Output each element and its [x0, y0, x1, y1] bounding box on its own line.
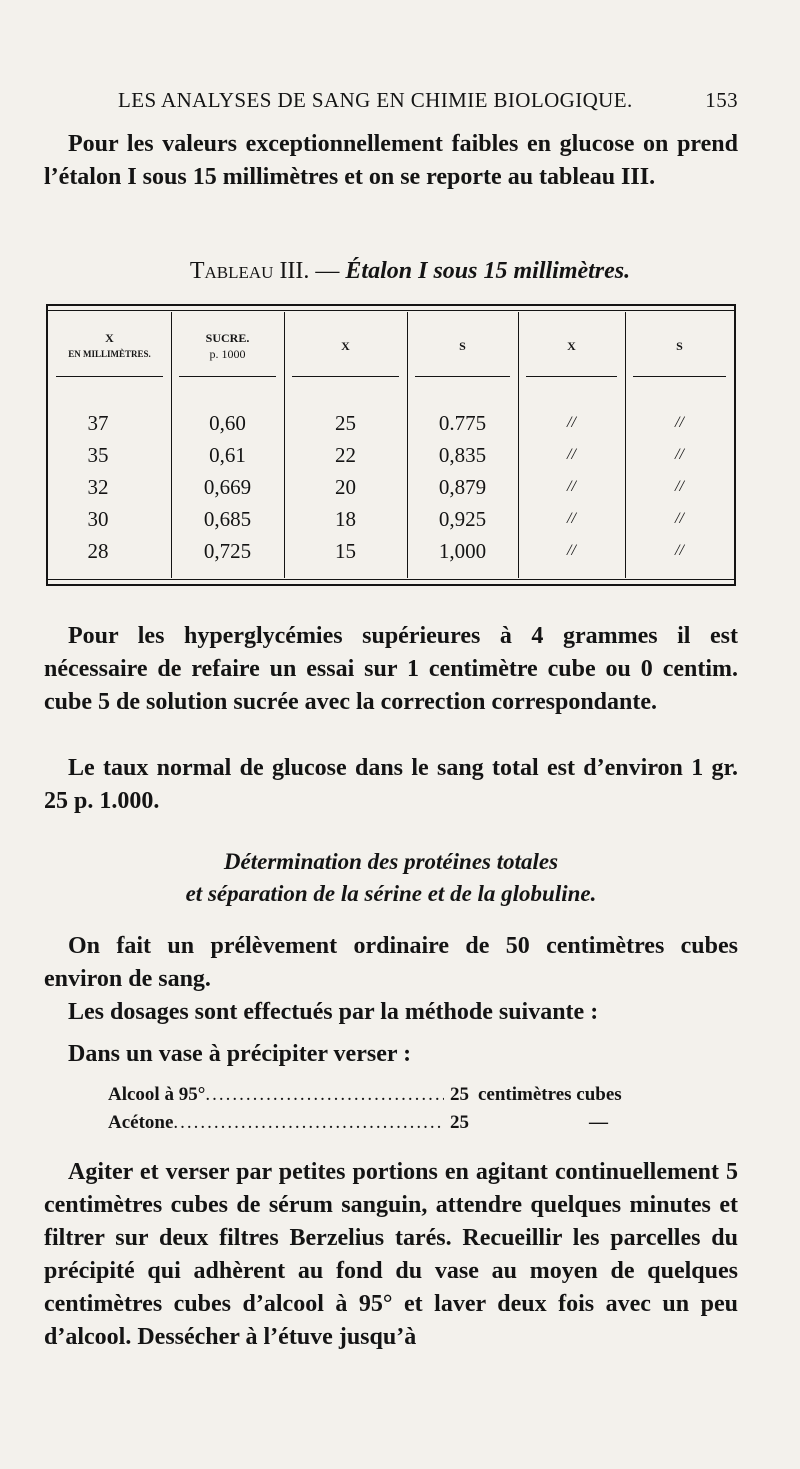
header-x: X — [341, 339, 350, 353]
hyperglycemia-paragraph: Pour les hyperglycémies supérieures à 4 grammes il est nécessaire de refaire un essai sur 1 centimètre cube ou 0 centim. cube 5 de solution sucrée avec la correction correspondante. — [44, 623, 738, 715]
leader-dots — [173, 1110, 444, 1136]
header-rule — [633, 376, 726, 377]
intro-paragraph: Pour les valeurs exceptionnellement faibles en glucose on prend l’étalon I sous 15 millimètres et on se reporte au tableau III. — [44, 131, 738, 190]
table-cell: 37 — [87, 411, 109, 435]
table-cell: 15 — [335, 539, 356, 563]
section-title: Détermination des protéines totales et séparation de la sérine et de la globuline. — [185, 849, 597, 906]
table-caption-label: Tableau III. — — [189, 258, 340, 284]
table-cell: 0,879 — [438, 475, 487, 499]
reagent-row — [108, 1110, 668, 1136]
table-cell: 0,925 — [438, 507, 487, 531]
header-s: S — [676, 339, 683, 353]
table-cell: 35 — [87, 443, 109, 467]
table-cell: // — [675, 478, 684, 495]
leader-dots — [205, 1082, 444, 1108]
table-caption-title: Étalon I sous 15 millimètres. — [345, 258, 631, 284]
table-cell: 20 — [335, 475, 356, 499]
table-cell: 0,61 — [209, 443, 246, 467]
normal-rate-paragraph: Le taux normal de glucose dans le sang total est d’environ 1 gr. 25 p. 1.000. — [44, 755, 738, 814]
header-s: S — [459, 339, 466, 353]
reagent-row — [108, 1082, 668, 1108]
table-cell: 0,669 — [203, 475, 252, 499]
table-top-rule — [48, 310, 734, 311]
running-head — [118, 88, 738, 113]
table-cell: 1,000 — [438, 539, 487, 563]
header-sucre: SUCRE. p. 1000 — [205, 331, 250, 361]
running-head-title: LES ANALYSES DE SANG EN CHIMIE BIOLOGIQUE. — [118, 88, 633, 112]
header-rule — [415, 376, 510, 377]
table-cell: 18 — [335, 507, 356, 531]
header-x: X — [567, 339, 576, 353]
table-cell: 0.775 — [438, 411, 487, 435]
table-cell: // — [675, 414, 684, 431]
reagent-unit: — — [589, 1112, 608, 1133]
reagent-name: Alcool à 95° — [108, 1084, 206, 1105]
table-cell: 32 — [87, 475, 109, 499]
data-table — [46, 304, 736, 586]
table-cell: // — [567, 542, 576, 559]
table-bottom-rule — [48, 579, 734, 580]
table-cell: // — [567, 510, 576, 527]
table-cell: // — [567, 446, 576, 463]
reagent-qty: 25 — [450, 1112, 469, 1133]
table-cell: // — [675, 446, 684, 463]
dosages-paragraph: Les dosages sont effectués par la méthode suivante : — [68, 999, 599, 1025]
table-cell: 0,835 — [438, 443, 487, 467]
table-cell: // — [675, 510, 684, 527]
table-cell: // — [567, 478, 576, 495]
table-cell: 0,60 — [209, 411, 246, 435]
vase-paragraph: Dans un vase à précipiter verser : — [68, 1041, 412, 1067]
header-rule — [179, 376, 276, 377]
header-x-mm: X EN MILLIMÈTRES. — [68, 331, 151, 359]
table-caption — [140, 258, 680, 285]
table-cell: 25 — [335, 411, 356, 435]
reagent-qty: 25 — [450, 1084, 469, 1105]
header-rule — [526, 376, 617, 377]
table-cell: 0,685 — [203, 507, 252, 531]
reagent-unit: centimètres cubes — [478, 1084, 622, 1105]
header-rule — [56, 376, 163, 377]
table-cell: 22 — [335, 443, 356, 467]
table-cell: 30 — [87, 507, 109, 531]
page-number: 153 — [705, 88, 738, 112]
table-cell: 0,725 — [203, 539, 252, 563]
header-rule — [292, 376, 399, 377]
reagent-name: Acétone — [108, 1112, 174, 1133]
table-cell: // — [675, 542, 684, 559]
table-cell: 28 — [87, 539, 109, 563]
table-cell: // — [567, 414, 576, 431]
procedure-paragraph: Agiter et verser par petites portions en agitant continuellement 5 centimètres cubes de sérum sanguin, attendre quelques minutes et filtrer sur deux filtres Berzelius tarés. Recueillir les parcelles du précipité qui adhèrent au fond du vase au moyen de quelques centimètres cubes d’alcool à 95° et laver deux fois avec un peu d’alcool. Dessécher à l’étuve jusqu’à — [44, 1159, 738, 1350]
prelevement-paragraph: On fait un prélèvement ordinaire de 50 centimètres cubes environ de sang. — [44, 933, 738, 992]
